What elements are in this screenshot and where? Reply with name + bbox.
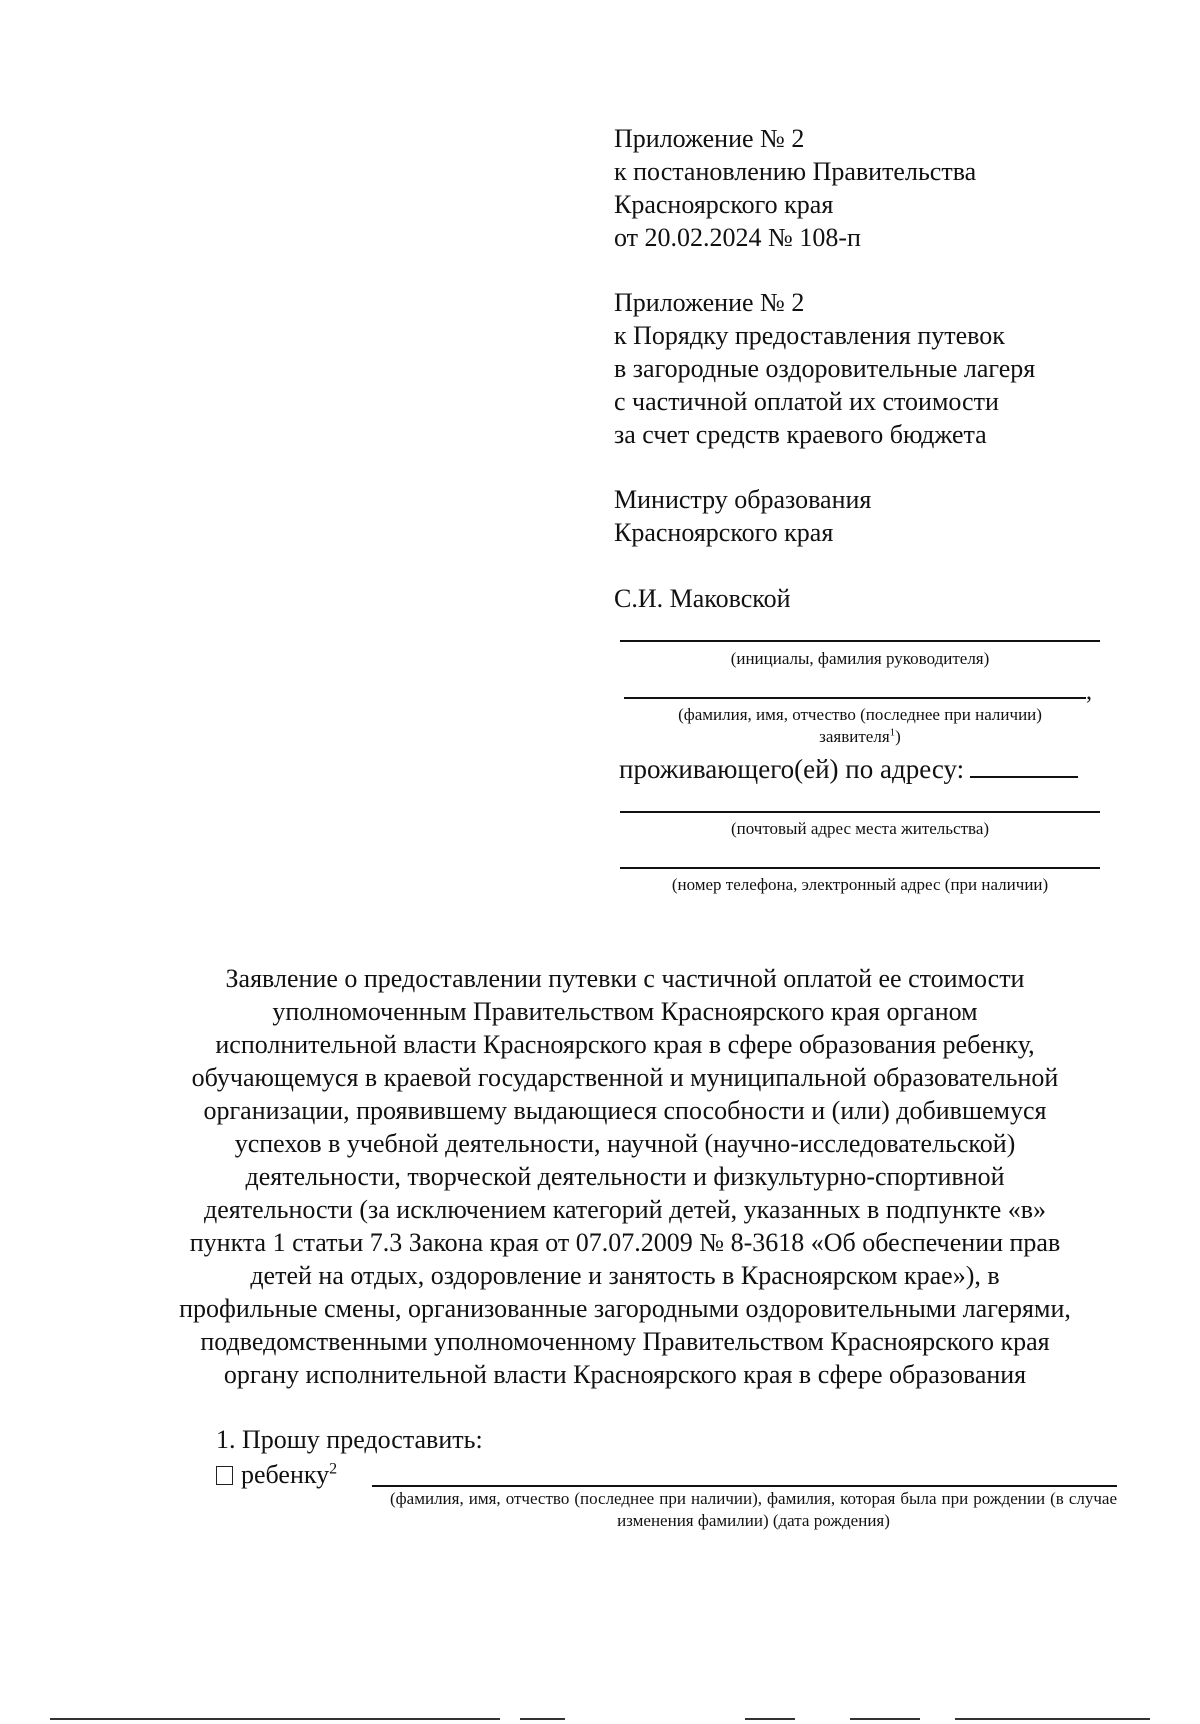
appendix-order-block [614, 286, 1094, 451]
appendix-order-line: к Порядку предоставления путевок [614, 321, 1005, 350]
applicant-caption-text: заявителя [819, 727, 890, 746]
appendix-resolution-line: от 20.02.2024 № 108-п [614, 223, 861, 252]
applicant-caption-end: ) [895, 727, 901, 746]
child-footnote-mark: 2 [329, 1460, 338, 1478]
page-bottom-divider [50, 1718, 500, 1720]
phone-email-caption: (номер телефона, электронный адрес (при наличии) [671, 875, 1049, 894]
title-line: успехов в учебной деятельности, научной (научно-исследовательской) [234, 1129, 1016, 1158]
address-label: проживающего(ей) по адресу: [619, 754, 965, 784]
title-line: профильные смены, организованные загородными оздоровительными лагерями, [179, 1294, 1071, 1323]
appendix-resolution-line: Приложение № 2 [614, 124, 805, 153]
appendix-resolution-block [614, 122, 1094, 254]
title-line: органу исполнительной власти Красноярского края в сфере образования [223, 1360, 1027, 1389]
child-label: ребенку [241, 1460, 330, 1489]
addressee-name-block [614, 582, 1094, 615]
appendix-order-line: Приложение № 2 [614, 288, 805, 317]
request-item-1: 1. Прошу предоставить: [216, 1425, 483, 1454]
appendix-resolution-line: к постановлению Правительства [614, 157, 977, 186]
child-name-caption: (фамилия, имя, отчество (последнее при наличии), фамилия, которая была при рождении (в случае изменения фамилии) (дата рождения) [390, 1489, 1117, 1530]
title-line: пункта 1 статьи 7.3 Закона края от 07.07.2009 № 8-3618 «Об обеспечении прав [189, 1228, 1061, 1257]
child-checkbox[interactable] [216, 1466, 233, 1485]
page-bottom-divider [850, 1718, 920, 1720]
title-line: Заявление о предоставлении путевки с частичной оплатой ее стоимости [225, 964, 1025, 993]
applicant-caption-line-1: (фамилия, имя, отчество (последнее при наличии) [678, 705, 1042, 724]
appendix-order-line: в загородные оздоровительные лагеря [614, 354, 1036, 383]
child-row [216, 1458, 337, 1491]
applicant-caption-line-2 [620, 726, 1100, 748]
head-name-field-line[interactable] [620, 640, 1100, 642]
document-title [130, 962, 1120, 1391]
title-line: уполномоченным Правительством Красноярского края органом [272, 997, 978, 1026]
addressee-block [614, 483, 1094, 549]
title-line: деятельности (за исключением категорий детей, указанных в подпункте «в» [203, 1195, 1047, 1224]
title-line: организации, проявившему выдающиеся способности и (или) добившемуся [203, 1096, 1047, 1125]
title-line: деятельности, творческой деятельности и физкультурно-спортивной [245, 1162, 1005, 1191]
postal-address-field-line[interactable] [620, 811, 1100, 813]
child-name-field-line[interactable] [372, 1485, 1117, 1487]
page-bottom-divider [520, 1718, 565, 1720]
page-bottom-divider [955, 1718, 1150, 1720]
applicant-footnote-mark: 1 [889, 726, 896, 739]
appendix-order-line: за счет средств краевого бюджета [614, 420, 987, 449]
address-field-line[interactable] [970, 775, 1078, 778]
appendix-resolution-line: Красноярского края [614, 190, 834, 219]
title-line: детей на отдых, оздоровление и занятость в Красноярском крае»), в [250, 1261, 1000, 1290]
addressee-line: Министру образования [614, 485, 872, 514]
appendix-order-line: с частичной оплатой их стоимости [614, 387, 999, 416]
address-row [619, 752, 1078, 786]
title-line: исполнительной власти Красноярского края в сфере образования ребенку, [215, 1030, 1035, 1059]
applicant-comma: , [1086, 679, 1092, 705]
title-line: обучающемуся в краевой государственной и муниципальной образовательной [191, 1063, 1059, 1092]
phone-email-field-line[interactable] [620, 867, 1100, 869]
head-name-caption: (инициалы, фамилия руководителя) [730, 649, 990, 668]
addressee-line: Красноярского края [614, 518, 834, 547]
applicant-name-caption [620, 704, 1100, 748]
applicant-name-field-line[interactable] [624, 697, 1086, 699]
title-line: подведомственными уполномоченному Правительством Красноярского края [200, 1327, 1050, 1356]
addressee-name: С.И. Маковской [614, 584, 791, 613]
postal-address-caption: (почтовый адрес места жительства) [730, 819, 990, 838]
page-bottom-divider [745, 1718, 795, 1720]
